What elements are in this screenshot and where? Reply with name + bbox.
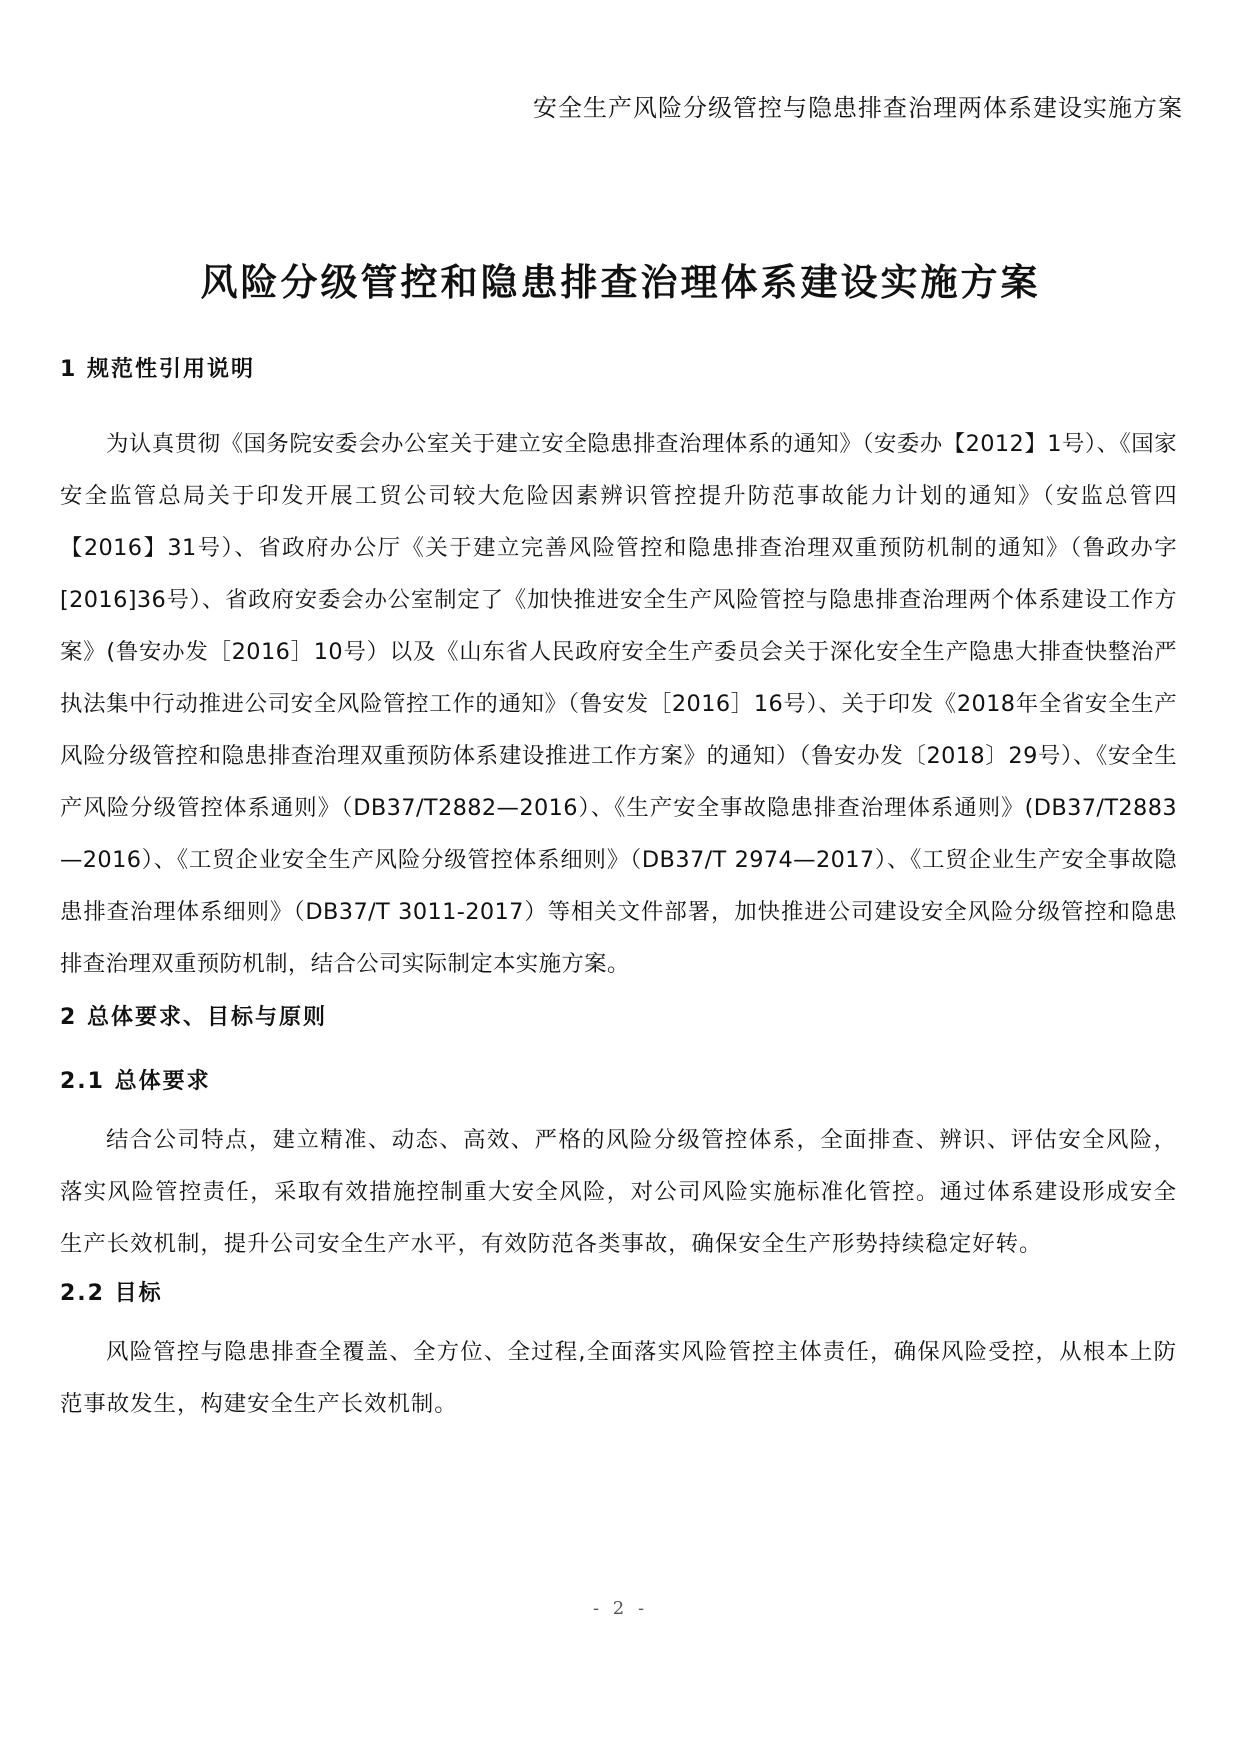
document-body bbox=[60, 352, 1177, 1430]
section-2-2-paragraph: 风险管控与隐患排查全覆盖、全方位、全过程,全面落实风险管控主体责任，确保风险受控，从根本上防范事故发生，构建安全生产长效机制。 bbox=[60, 1339, 1177, 1417]
section-heading-2-1: 2.1 总体要求 bbox=[60, 1069, 211, 1094]
section-heading-1: 1 规范性引用说明 bbox=[60, 357, 255, 382]
page-number: - 2 - bbox=[592, 1598, 649, 1619]
section-heading-2: 2 总体要求、目标与原则 bbox=[60, 1005, 327, 1030]
section-1-paragraph: 为认真贯彻《国务院安委会办公室关于建立安全隐患排查治理体系的通知》（安委办【2012】1号）、《国家安全监管总局关于印发开展工贸公司较大危险因素辨识管控提升防范事故能力计划的通知》（安监总管四【2016】31号）、省政府办公厅《关于建立完善风险管控和隐患排查治理双重预防机制的通知》（鲁政办字[2016]36号）、省政府安委会办公室制定了《加快推进安全生产风险管控与隐患排查治理两个体系建设工作方案》(鲁安办发［2016］10号）以及《山东省人民政府安全生产委员会关于深化安全生产隐患大排查快整治严执法集中行动推进公司安全风险管控工作的通知》（鲁安发［2016］16号）、关于印发《2018年全省安全生产风险分级管控和隐患排查治理双重预防体系建设推进工作方案》的通知）（鲁安办发〔2018〕29号）、《安全生产风险分级管控体系通则》（DB37/T2882—2016）、《生产安全事故隐患排查治理体系通则》(DB37/T2883—2016）、《工贸企业安全生产风险分级管控体系细则》（DB37/T 2974—2017）、《工贸企业生产安全事故隐患排查治理体系细则》（DB37/T 3011-2017）等相关文件部署，加快推进公司建设安全风险分级管控和隐患排查治理双重预防机制，结合公司实际制定本实施方案。 bbox=[60, 431, 1177, 977]
section-heading-2-2: 2.2 目标 bbox=[60, 1281, 163, 1306]
running-header: 安全生产风险分级管控与隐患排查治理两体系建设实施方案 bbox=[533, 94, 1183, 122]
section-2-1-paragraph: 结合公司特点，建立精准、动态、高效、严格的风险分级管控体系，全面排查、辨识、评估安全风险，落实风险管控责任，采取有效措施控制重大安全风险，对公司风险实施标准化管控。通过体系建设形成安全生产长效机制，提升公司安全生产水平，有效防范各类事故，确保安全生产形势持续稳定好转。 bbox=[60, 1127, 1177, 1257]
document-title: 风险分级管控和隐患排查治理体系建设实施方案 bbox=[200, 260, 1041, 304]
